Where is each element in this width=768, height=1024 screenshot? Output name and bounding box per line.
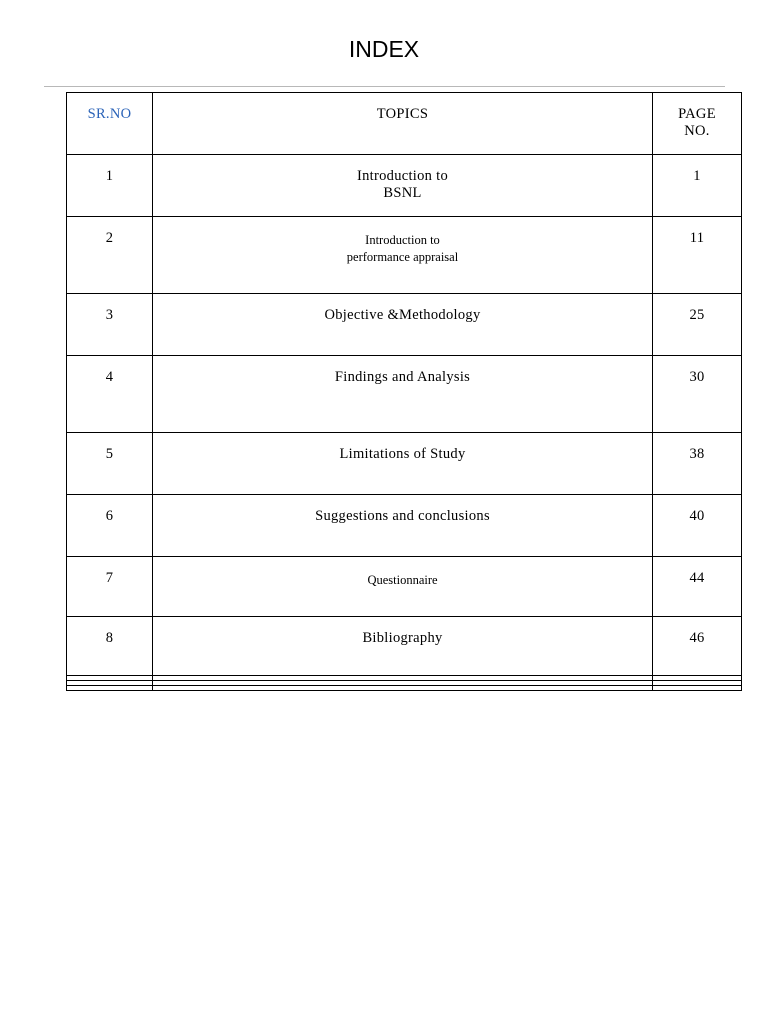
table-row bbox=[67, 155, 742, 217]
table-header-row bbox=[67, 93, 742, 155]
page-title: INDEX bbox=[348, 36, 420, 62]
table-row bbox=[67, 294, 742, 356]
table-row bbox=[67, 433, 742, 495]
header-page-no-line1: PAGE bbox=[678, 106, 716, 122]
table-row bbox=[67, 495, 742, 557]
row-sr: 5 bbox=[105, 446, 114, 462]
row-sr: 2 bbox=[105, 230, 114, 246]
row-topic-line1: Suggestions and conclusions bbox=[315, 508, 490, 524]
row-topic-line1: Bibliography bbox=[362, 630, 443, 646]
index-table bbox=[66, 92, 742, 691]
row-sr: 8 bbox=[105, 630, 114, 646]
row-page: 40 bbox=[689, 508, 705, 524]
row-page: 44 bbox=[689, 570, 705, 586]
row-topic-line1: Findings and Analysis bbox=[334, 369, 471, 385]
row-sr: 4 bbox=[105, 369, 114, 385]
header-page-no bbox=[653, 93, 742, 155]
header-topics bbox=[153, 93, 653, 155]
row-topic-line1: Limitations of Study bbox=[339, 446, 466, 462]
row-page: 1 bbox=[693, 168, 701, 184]
title-divider bbox=[44, 86, 725, 87]
row-topic-line1: Questionnaire bbox=[367, 573, 438, 587]
row-sr: 3 bbox=[105, 307, 114, 323]
row-sr: 7 bbox=[105, 570, 114, 586]
row-page: 11 bbox=[689, 230, 705, 246]
header-topics-label: TOPICS bbox=[376, 106, 429, 122]
row-sr: 6 bbox=[105, 508, 114, 524]
row-page: 38 bbox=[689, 446, 705, 462]
table-row bbox=[67, 217, 742, 294]
header-page-no-line2: NO. bbox=[684, 123, 710, 139]
row-sr: 1 bbox=[105, 168, 114, 184]
row-topic-line2: performance appraisal bbox=[346, 250, 459, 264]
row-page: 46 bbox=[689, 630, 705, 646]
table-row bbox=[67, 557, 742, 617]
table-row-empty bbox=[67, 686, 742, 691]
table-row bbox=[67, 356, 742, 433]
row-topic-line2: BSNL bbox=[383, 185, 422, 201]
row-topic-line1: Objective &Methodology bbox=[324, 307, 481, 323]
row-topic-line1: Introduction to bbox=[365, 233, 440, 247]
header-sr-no bbox=[67, 93, 153, 155]
header-sr-no-label: SR.NO bbox=[87, 106, 132, 122]
row-topic-line1: Introduction to bbox=[356, 168, 449, 184]
row-page: 30 bbox=[689, 369, 705, 385]
table-row bbox=[67, 617, 742, 676]
row-page: 25 bbox=[689, 307, 705, 323]
